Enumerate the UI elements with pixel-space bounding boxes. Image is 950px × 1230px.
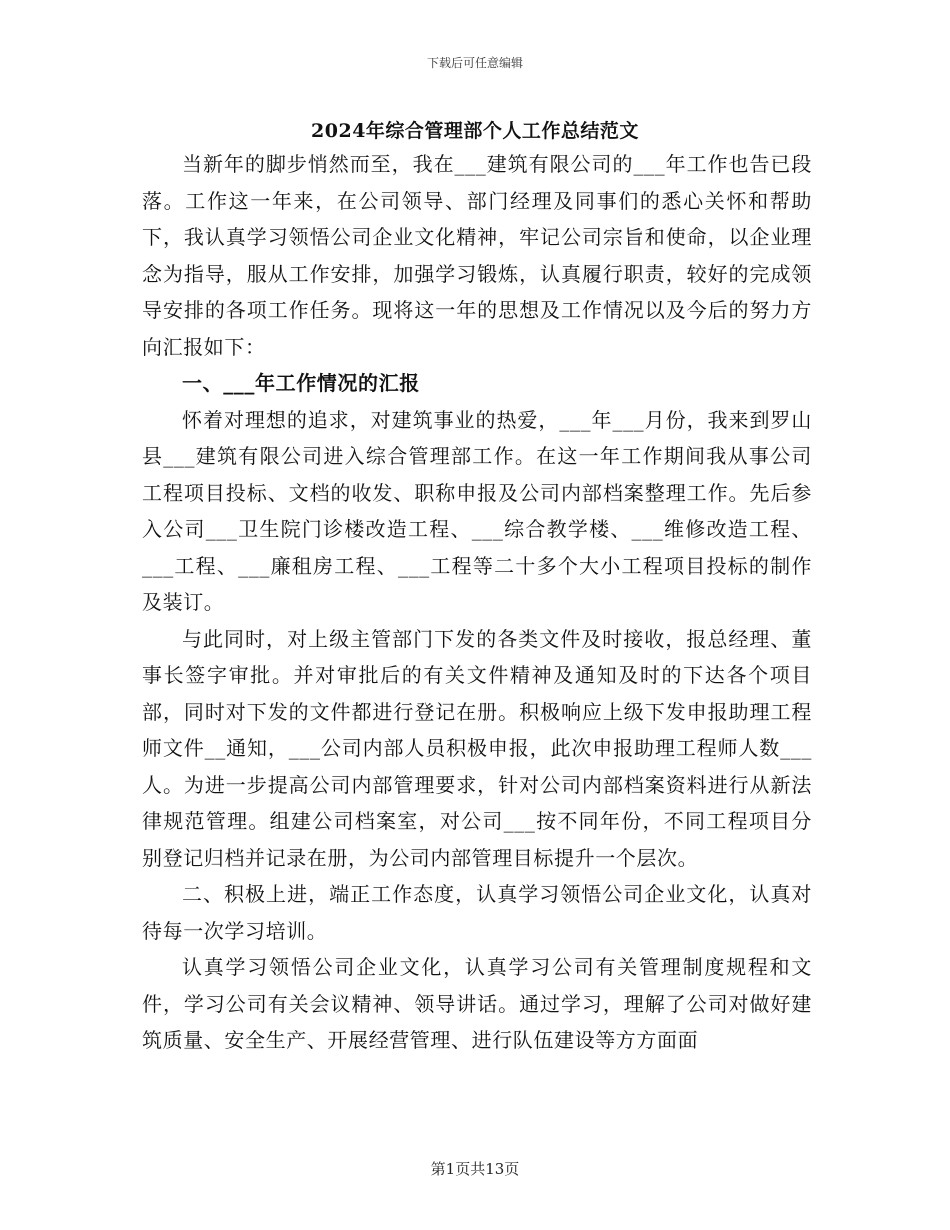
body-paragraph: 怀着对理想的追求，对建筑事业的热爱，___年___月份，我来到罗山县___建筑有限公司进入综合管理部工作。在这一年工作期间我从事公司工程项目投标、文档的收发、职称申报及公司内部档案整理工作。先后参入公司___卫生院门诊楼改造工程、___综合教学楼、___维修改造工程、___工程、___廉租房工程、___工程等二十多个大小工程项目投标的制作及装订。 — [142, 407, 812, 614]
document-title: 2024年综合管理部个人工作总结范文 — [311, 120, 639, 142]
section-heading-2: 二、积极上进，端正工作态度，认真学习领悟公司企业文化，认真对待每一次学习培训。 — [142, 882, 812, 943]
intro-paragraph: 当新年的脚步悄然而至，我在___建筑有限公司的___年工作也告已段落。工作这一年来，在公司领导、部门经理及同事们的悉心关怀和帮助下，我认真学习领悟公司企业文化精神，牢记公司宗旨和使命，以企业理念为指导，服从工作安排，加强学习锻炼，认真履行职责，较好的完成领导安排的各项工作任务。现将这一年的思想及工作情况以及今后的努力方向汇报如下： — [142, 152, 812, 359]
body-paragraph: 与此同时，对上级主管部门下发的各类文件及时接收，报总经理、董事长签字审批。并对审批后的有关文件精神及通知及时的下达各个项目部，同时对下发的文件都进行登记在册。积极响应上级下发申报助理工程师文件__通知，___公司内部人员积极申报，此次申报助理工程师人数___人。为进一步提高公司内部管理要求，针对公司内部档案资料进行从新法律规范管理。组建公司档案室，对公司___按不同年份，不同工程项目分别登记归档并记录在册，为公司内部管理目标提升一个层次。 — [142, 626, 812, 870]
document-body — [142, 146, 812, 1059]
page-number: 第1页共13页 — [430, 1160, 520, 1178]
body-paragraph: 认真学习领悟公司企业文化，认真学习公司有关管理制度规程和文件，学习公司有关会议精神、领导讲话。通过学习，理解了公司对做好建筑质量、安全生产、开展经营管理、进行队伍建设等方方面面 — [142, 955, 812, 1052]
page-header-note: 下载后可任意编辑 — [426, 56, 523, 70]
section-heading-1: 一、___年工作情况的汇报 — [182, 371, 420, 395]
